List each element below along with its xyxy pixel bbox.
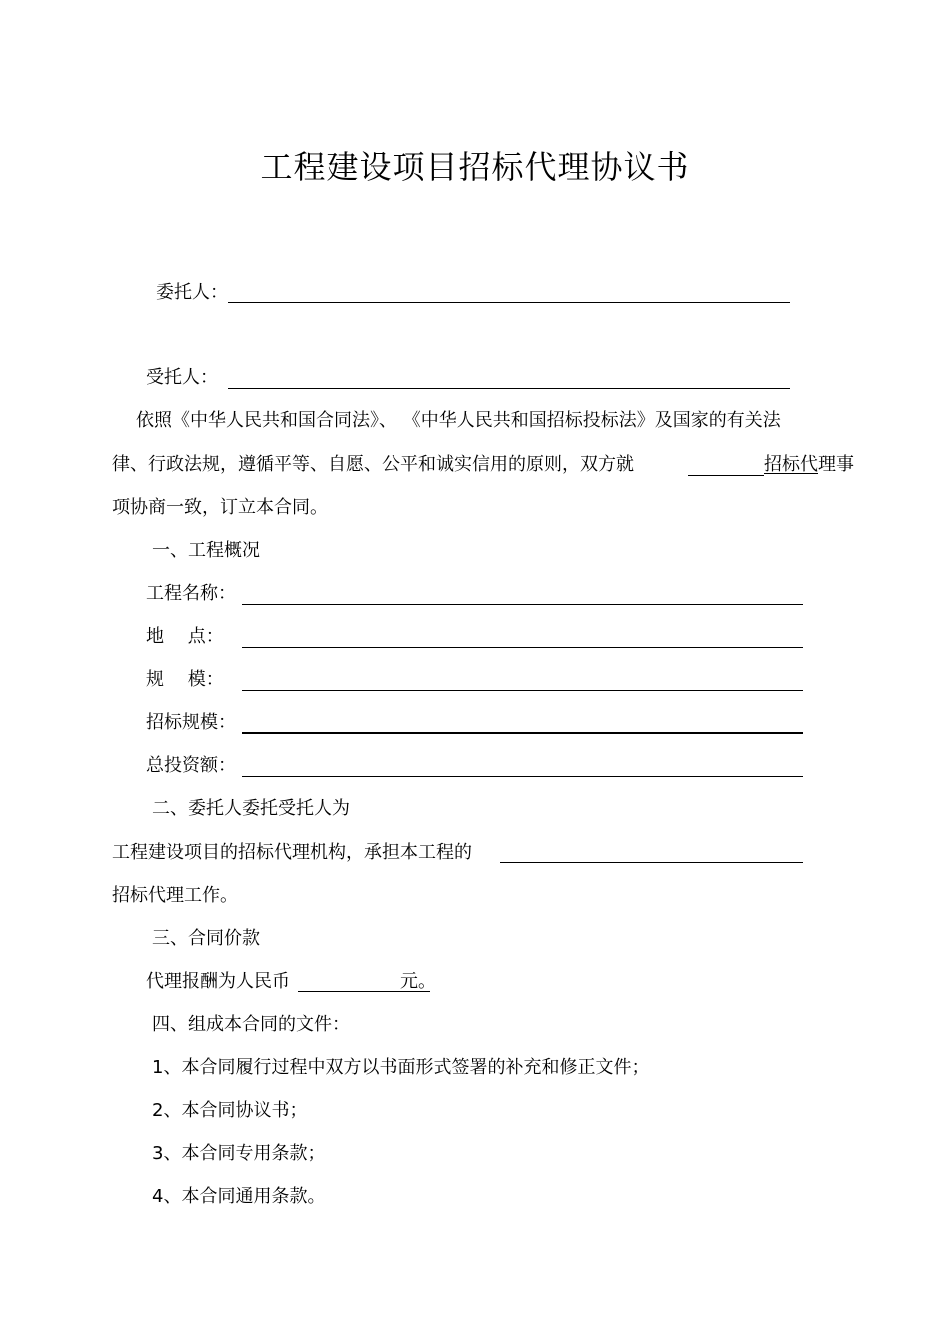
section-2-heading: 二、委托人委托受托人为 [152, 798, 350, 819]
document-list-item: 4、本合同通用条款。 [152, 1186, 326, 1207]
intro-line-1: 依照《中华人民共和国合同法》、 《中华人民共和国招标投标法》及国家的有关法 [136, 410, 781, 431]
client-blank[interactable] [228, 302, 790, 303]
intro-line-2-text: 律、行政法规，遵循平等、自愿、公平和诚实信用的原则，双方就 [112, 454, 634, 475]
location-label: 地 点： [146, 626, 224, 647]
document-list-item: 3、本合同专用条款； [152, 1143, 326, 1164]
project-name-label: 工程名称： [146, 583, 236, 604]
intro-line-2-tail: 理事 [818, 454, 854, 475]
agency-scope-blank[interactable] [500, 862, 803, 863]
document-list-item: 1、本合同履行过程中双方以书面形式签署的补充和修正文件； [152, 1057, 650, 1078]
fee-unit: 元。 [400, 971, 436, 992]
agent-label: 受托人： [146, 367, 218, 388]
total-investment-blank[interactable] [242, 776, 803, 777]
section-2-line-1: 工程建设项目的招标代理机构，承担本工程的 [112, 842, 472, 863]
intro-line-2-end [764, 453, 854, 477]
intro-underlined-text: 招标代 [764, 454, 818, 475]
agent-blank[interactable] [228, 388, 790, 389]
intro-scope-blank[interactable] [688, 475, 764, 476]
bid-scale-blank[interactable] [242, 732, 803, 734]
project-name-blank[interactable] [242, 604, 803, 605]
scale-blank[interactable] [242, 690, 803, 691]
section-3-heading: 三、合同价款 [152, 928, 260, 949]
total-investment-label: 总投资额： [146, 755, 236, 776]
intro-line-3: 项协商一致，订立本合同。 [112, 497, 328, 518]
client-label: 委托人： [156, 282, 228, 303]
scale-label: 规 模： [146, 669, 224, 690]
bid-scale-label: 招标规模： [146, 712, 236, 733]
document-list-item: 2、本合同协议书； [152, 1100, 308, 1121]
section-4-heading: 四、组成本合同的文件： [152, 1014, 350, 1035]
document-title: 工程建设项目招标代理协议书 [260, 148, 690, 186]
fee-label: 代理报酬为人民币 [146, 971, 290, 992]
section-2-line-2: 招标代理工作。 [112, 885, 238, 906]
section-1-heading: 一、工程概况 [152, 540, 260, 561]
location-blank[interactable] [242, 647, 803, 648]
